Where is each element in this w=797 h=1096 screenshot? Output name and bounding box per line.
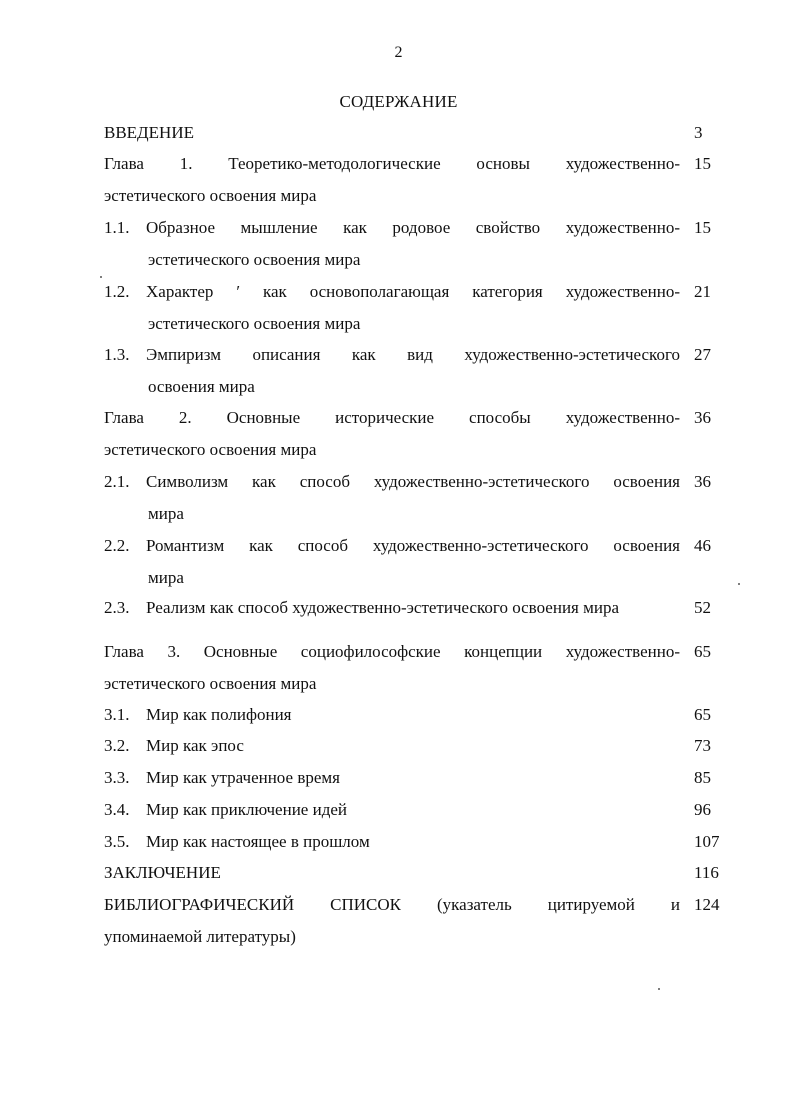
section-number: 3.4. xyxy=(104,800,130,819)
scan-speck xyxy=(658,988,660,990)
toc-entry-text-continued: эстетического освоения мира xyxy=(104,440,317,459)
toc-entry-text: БИБЛИОГРАФИЧЕСКИЙ СПИСОК (указатель цитируемой и xyxy=(104,895,680,914)
toc-entry-text: Мир как утраченное время xyxy=(146,768,340,787)
section-number: 3.3. xyxy=(104,768,130,787)
toc-page-number: 124 xyxy=(694,895,720,914)
toc-entry-text-continued: упоминаемой литературы) xyxy=(104,927,296,946)
section-number: 1.2. xyxy=(104,282,130,301)
toc-entry-text: Романтизм как способ художественно-эстетического освоения xyxy=(146,536,680,555)
toc-entry-text: Образное мышление как родовое свойство художественно- xyxy=(146,218,680,237)
toc-entry-text-continued: эстетического освоения мира xyxy=(148,250,361,269)
page-title: СОДЕРЖАНИЕ xyxy=(339,92,458,111)
toc-entry-text: Мир как настоящее в прошлом xyxy=(146,832,370,851)
toc-page-number: 65 xyxy=(694,705,711,724)
toc-entry-text: Мир как приключение идей xyxy=(146,800,347,819)
toc-page-number: 3 xyxy=(694,123,703,142)
toc-page-number: 46 xyxy=(694,536,711,555)
toc-entry-text-continued: эстетического освоения мира xyxy=(148,314,361,333)
section-number: 2.1. xyxy=(104,472,130,491)
section-number: 3.5. xyxy=(104,832,130,851)
toc-page-number: 73 xyxy=(694,736,711,755)
toc-entry-text-continued: мира xyxy=(148,568,184,587)
toc-entry-text: Эмпиризм описания как вид художественно-эстетического xyxy=(146,345,680,364)
scan-speck xyxy=(738,583,740,585)
section-number: 3.1. xyxy=(104,705,130,724)
page-number: 2 xyxy=(394,44,403,61)
toc-entry-text-continued: эстетического освоения мира xyxy=(104,674,317,693)
toc-entry-text-continued: освоения мира xyxy=(148,377,255,396)
toc-entry-text-continued: мира xyxy=(148,504,184,523)
section-number: 3.2. xyxy=(104,736,130,755)
toc-entry-text: Глава 2. Основные исторические способы художественно- xyxy=(104,408,680,427)
toc-page-number: 15 xyxy=(694,154,711,173)
toc-page-number: 65 xyxy=(694,642,711,661)
toc-entry-text: Мир как полифония xyxy=(146,705,292,724)
toc-page-number: 27 xyxy=(694,345,711,364)
toc-entry-text: Характер ʹ как основополагающая категория художественно- xyxy=(146,282,680,301)
toc-entry-text: ЗАКЛЮЧЕНИЕ xyxy=(104,863,221,882)
scan-speck xyxy=(100,276,102,278)
toc-page-number: 96 xyxy=(694,800,711,819)
section-number: 2.3. xyxy=(104,598,130,617)
section-number: 2.2. xyxy=(104,536,130,555)
section-number: 1.3. xyxy=(104,345,130,364)
toc-page-number: 85 xyxy=(694,768,711,787)
toc-page-number: 52 xyxy=(694,598,711,617)
section-number: 1.1. xyxy=(104,218,130,237)
toc-entry-text: Глава 1. Теоретико-методологические основы художественно- xyxy=(104,154,680,173)
toc-entry-text: Реализм как способ художественно-эстетического освоения мира xyxy=(146,598,620,617)
toc-page-number: 36 xyxy=(694,472,711,491)
toc-entry-text: Мир как эпос xyxy=(146,736,244,755)
toc-page-number: 21 xyxy=(694,282,711,301)
toc-entry-text: Глава 3. Основные социофилософские концепции художественно- xyxy=(104,642,680,661)
toc-entry-text: Символизм как способ художественно-эстетического освоения xyxy=(146,472,680,491)
toc-entry-text: ВВЕДЕНИЕ xyxy=(104,123,194,142)
toc-page-number: 116 xyxy=(694,863,719,882)
toc-page-number: 107 xyxy=(694,832,720,851)
toc-page-number: 15 xyxy=(694,218,711,237)
toc-page-number: 36 xyxy=(694,408,711,427)
toc-entry-text-continued: эстетического освоения мира xyxy=(104,186,317,205)
